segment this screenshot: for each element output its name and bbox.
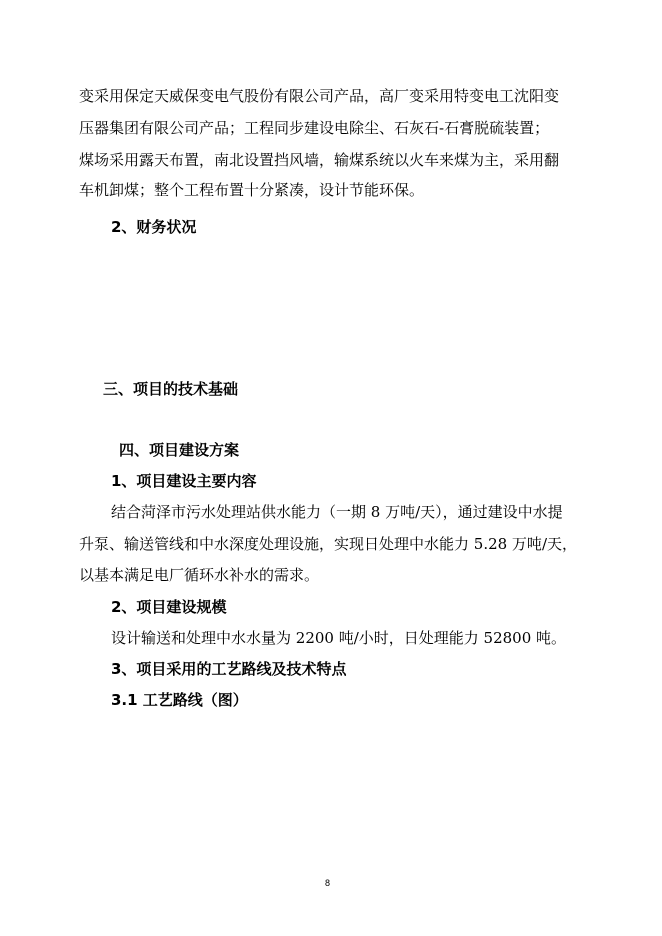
intro-line-1: 变采用保定天威保变电气股份有限公司产品，高厂变采用特变电工沈阳变 [79, 87, 560, 105]
heading-process: 3、项目采用的工艺路线及技术特点 [111, 660, 347, 678]
intro-line-2: 压器集团有限公司产品；工程同步建设电除尘、石灰石-石膏脱硫装置； [79, 119, 550, 137]
content-line-1: 结合菏泽市污水处理站供水能力（一期 8 万吨/天），通过建设中水提 [111, 503, 563, 521]
intro-line-4: 车机卸煤；整个工程布置十分紧凑，设计节能环保。 [79, 181, 425, 199]
heading-scale: 2、项目建设规模 [111, 598, 227, 616]
scale-text: 设计输送和处理中水水量为 2200 吨/小时，日处理能力 52800 吨。 [111, 629, 567, 647]
heading-construction-plan: 四、项目建设方案 [119, 441, 240, 459]
heading-process-route: 3.1 工艺路线（图） [111, 691, 248, 709]
heading-tech-basis: 三、项目的技术基础 [103, 380, 239, 398]
page-number: 8 [325, 878, 331, 888]
heading-finance: 2、财务状况 [111, 218, 197, 236]
content-line-2: 升泵、输送管线和中水深度处理设施，实现日处理中水能力 5.28 万吨/天， [79, 535, 577, 553]
intro-line-3: 煤场采用露天布置，南北设置挡风墙，输煤系统以火车来煤为主，采用翻 [79, 151, 560, 169]
heading-main-content: 1、项目建设主要内容 [111, 472, 257, 490]
content-line-3: 以基本满足电厂循环水补水的需求。 [79, 566, 320, 584]
